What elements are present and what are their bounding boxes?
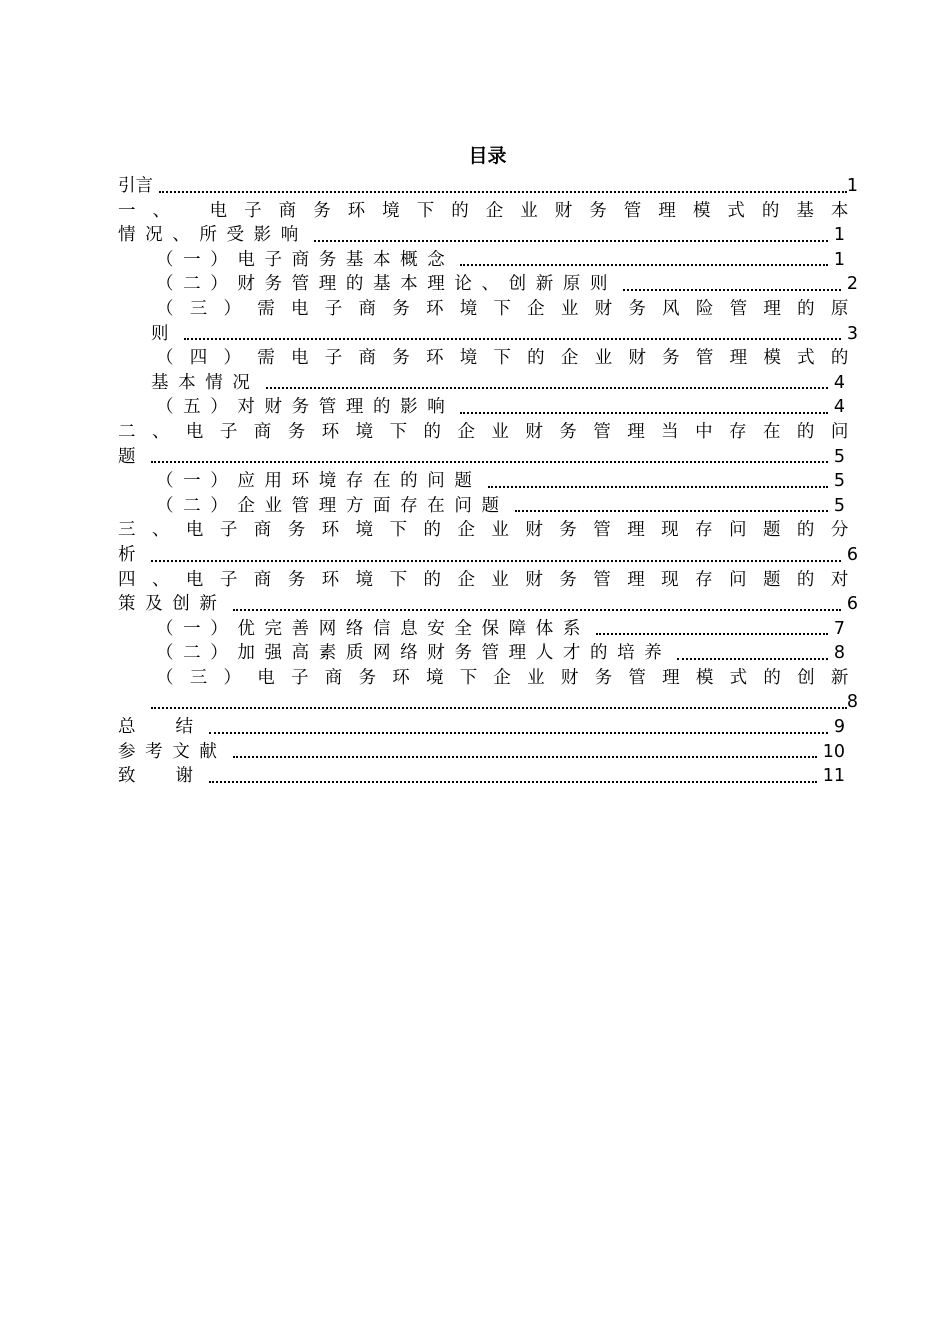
toc-entry-page: 5 [833, 471, 845, 492]
toc-subentry[interactable] [118, 395, 858, 420]
toc-entry-text: 策及创新 [118, 594, 227, 615]
dot-leader [159, 185, 847, 193]
dot-leader [460, 258, 827, 266]
dot-leader [151, 701, 847, 709]
toc-subentry-line1[interactable] [118, 346, 858, 371]
dot-leader [515, 504, 828, 512]
toc-entry[interactable] [118, 764, 858, 789]
toc-entry-page: 1 [846, 176, 858, 196]
toc-entry-page: 4 [833, 397, 845, 418]
toc-entry-text: 四、电子商务环境下的企业财务管理现存问题的对 [118, 569, 858, 590]
toc-entry-text: 基本情况 [151, 372, 260, 393]
toc-subentry-line2[interactable] [118, 371, 858, 396]
toc-entry-line1[interactable] [118, 199, 858, 224]
toc-entry-page: 8 [846, 692, 858, 713]
dot-leader [233, 750, 817, 758]
toc-entry-text: 致 谢 [118, 766, 203, 787]
toc-entry[interactable] [118, 740, 858, 765]
toc-entry-text: （二）财务管理的基本理论、创新原则 [156, 274, 618, 295]
dot-leader [151, 554, 841, 562]
dot-leader [184, 332, 841, 340]
toc-entry-text: （一）应用环境存在的问题 [156, 471, 482, 492]
toc-entry-text: （三）电子商务环境下企业财务管理模式的创新 [156, 667, 858, 688]
dot-leader [677, 652, 827, 660]
toc-entry-text: （四）需电子商务环境下的企业财务管理模式的 [156, 348, 858, 369]
toc-subentry[interactable] [118, 248, 858, 273]
dot-leader [623, 283, 841, 291]
dot-leader [209, 726, 828, 734]
toc-subentry-line2[interactable] [118, 690, 858, 715]
toc-entry-line2[interactable] [118, 592, 858, 617]
toc-entry-page: 5 [833, 495, 845, 516]
dot-leader [596, 627, 828, 635]
toc-subentry[interactable] [118, 641, 858, 666]
dot-leader [266, 381, 828, 389]
toc-entry-text: 一、 电子商务环境下的企业财务管理模式的基本 [118, 200, 858, 221]
toc-entry[interactable] [118, 715, 858, 740]
toc-entry-page: 8 [833, 643, 845, 664]
toc-subentry[interactable] [118, 272, 858, 297]
toc-entry-line2[interactable] [118, 223, 858, 248]
toc-entry-text: （三）需电子商务环境下企业财务风险管理的原 [156, 298, 858, 319]
toc-entry-text: 情况、所受影响 [118, 225, 308, 246]
dot-leader [233, 603, 841, 611]
dot-leader [209, 775, 817, 783]
toc-entry-page: 6 [846, 544, 858, 565]
toc-entry-text: 析 [118, 544, 146, 565]
toc-entry-page: 1 [833, 249, 845, 270]
toc-entry-text: 二、电子商务环境下的企业财务管理当中存在的问 [118, 421, 858, 442]
dot-leader [314, 234, 828, 242]
toc-entry-page: 10 [822, 741, 845, 762]
toc-title: 目录 [468, 145, 507, 167]
toc-entry-text: 总 结 [118, 717, 203, 738]
toc-subentry[interactable] [118, 617, 858, 642]
toc-entry-text: （一）优完善网络信息安全保障体系 [156, 618, 590, 639]
toc-subentry[interactable] [118, 494, 858, 519]
toc-entry-page: 4 [833, 372, 845, 393]
toc-entry[interactable] [118, 174, 858, 199]
toc-entry-page: 5 [833, 446, 845, 467]
toc-subentry[interactable] [118, 469, 858, 494]
toc-entry-text: （二）加强高素质网络财务管理人才的培养 [156, 643, 672, 664]
toc-entry-page: 3 [846, 323, 858, 344]
toc-entry-text: （二）企业管理方面存在问题 [156, 495, 509, 516]
toc-entry-text: 则 [151, 323, 179, 344]
toc-entry-line1[interactable] [118, 420, 858, 445]
toc-entry-text: （五）对财务管理的影响 [156, 397, 455, 418]
toc-entry-page: 9 [833, 717, 845, 738]
toc-entry-page: 11 [822, 766, 845, 787]
toc-entry-line2[interactable] [118, 445, 858, 470]
toc-subentry-line1[interactable] [118, 666, 858, 691]
toc-entry-line2[interactable] [118, 543, 858, 568]
toc-entry-text: 题 [118, 446, 146, 467]
dot-leader [460, 406, 827, 414]
table-of-contents [118, 174, 858, 789]
toc-entry-page: 2 [846, 274, 858, 295]
toc-entry-line1[interactable] [118, 568, 858, 593]
toc-subentry-line1[interactable] [118, 297, 858, 322]
toc-entry-text: 三、电子商务环境下的企业财务管理现存问题的分 [118, 520, 858, 541]
dot-leader [151, 455, 828, 463]
toc-entry-page: 1 [833, 225, 845, 246]
dot-leader [488, 480, 828, 488]
toc-entry-page: 7 [833, 618, 845, 639]
toc-entry-text: （一）电子商务基本概念 [156, 249, 455, 270]
toc-entry-line1[interactable] [118, 518, 858, 543]
toc-entry-text: 引言 [118, 176, 153, 196]
toc-entry-text: 参考文献 [118, 741, 227, 762]
toc-subentry-line2[interactable] [118, 322, 858, 347]
toc-entry-page: 6 [846, 594, 858, 615]
